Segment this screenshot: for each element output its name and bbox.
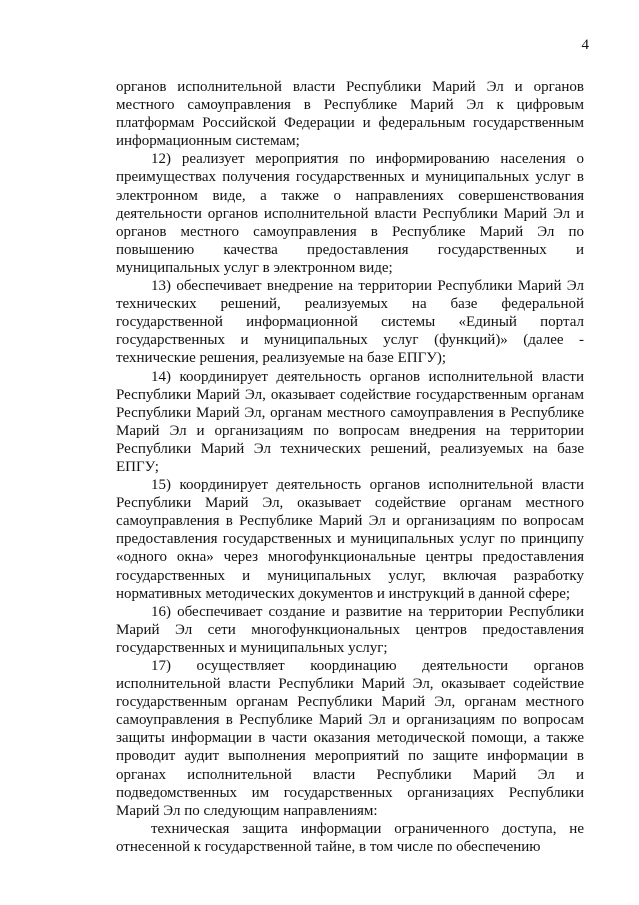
paragraph-item-14: 14) координирует деятельность органов исполнительной власти Республики Марий Эл, оказывает содействие государственным органам Республики Марий Эл, органам местного самоуправления в Республике Марий Эл и организациям по вопросам внедрения на территории Республики Марий Эл технических решений, реализуемых на базе ЕПГУ; bbox=[116, 368, 584, 475]
paragraph-technical-protection: техническая защита информации ограниченного доступа, не отнесенной к государственной тайне, в том числе по обеспечению bbox=[116, 820, 584, 855]
paragraph-item-13: 13) обеспечивает внедрение на территории Республики Марий Эл технических решений, реализуемых на базе федеральной государственной информационной системы «Единый портал государственных и муниципальных услуг (функций)» (далее - технические решения, реализуемые на базе ЕПГУ); bbox=[116, 278, 584, 367]
paragraph-item-16: 16) обеспечивает создание и развитие на территории Республики Марий Эл сети многофункциональных центров предоставления государственных и муниципальных услуг; bbox=[116, 603, 584, 656]
paragraph-item-17: 17) осуществляет координацию деятельности органов исполнительной власти Республики Марий Эл, оказывает содействие государственным органам Республики Марий Эл, органам местного самоуправления в Республике Марий Эл и организациям по вопросам защиты информации в части оказания методической помощи, а также проводит аудит выполнения мероприятий по защите информации в органах исполнительной власти Республики Марий Эл и подведомственных им государственных организациях Республики Марий Эл по следующим направлениям: bbox=[116, 658, 584, 819]
paragraph-item-12: 12) реализует мероприятия по информированию населения о преимуществах получения государственных и муниципальных услуг в электронном виде, а также о направлениях совершенствования деятельности органов исполнительной власти Республики Марий Эл и органов местного самоуправления в Республике Марий Эл по повышению качества предоставления государственных и муниципальных услуг в электронном виде; bbox=[116, 151, 584, 276]
paragraph-item-15: 15) координирует деятельность органов исполнительной власти Республики Марий Эл, оказывает содействие органам местного самоуправления в Республике Марий Эл и организациям по вопросам предоставления государственных и муниципальных услуг по принципу «одного окна» через многофункциональные центры предоставления государственных и муниципальных услуг, включая разработку нормативных методических документов и инструкций в данной сфере; bbox=[116, 477, 584, 602]
paragraph-continuation: органов исполнительной власти Республики Марий Эл и органов местного самоуправления в Республике Марий Эл к цифровым платформам Российской Федерации и федеральным государственным информационным системам; bbox=[116, 79, 584, 150]
document-body bbox=[116, 78, 584, 856]
page-number: 4 bbox=[581, 37, 589, 53]
